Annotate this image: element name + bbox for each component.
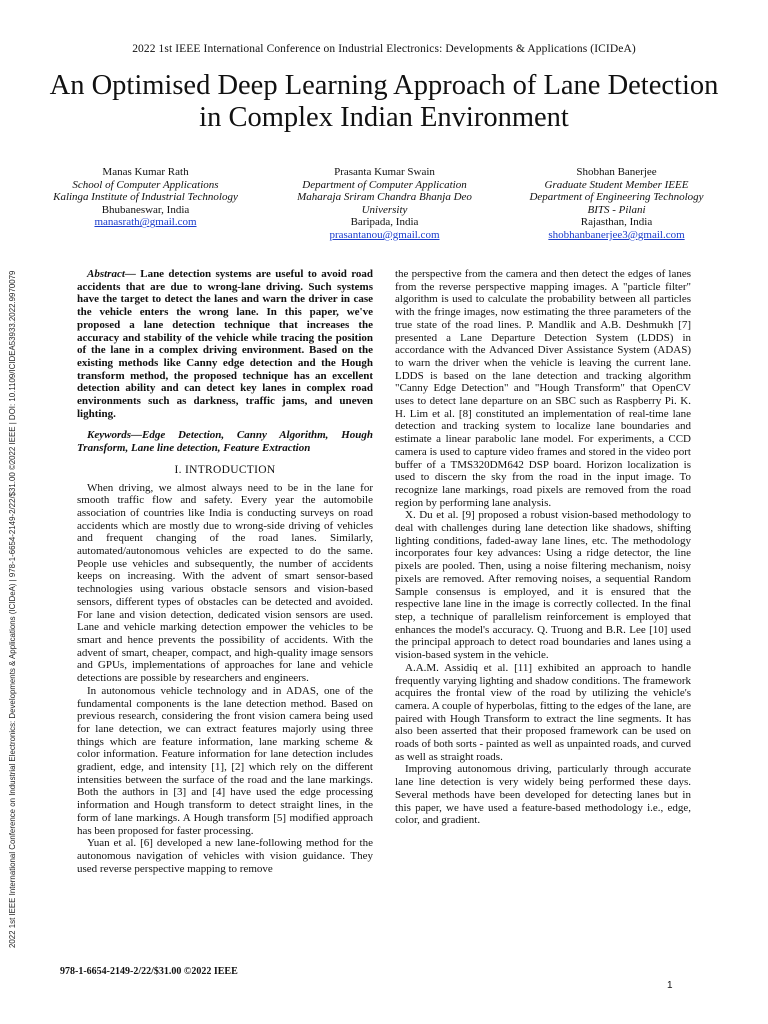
left-column: [77, 268, 373, 875]
copyright-footer: 978-1-6654-2149-2/22/$31.00 ©2022 IEEE: [60, 966, 238, 977]
author-location: Rajasthan, India: [580, 216, 653, 229]
paragraph: Improving autonomous driving, particularly through accurate lane line detection is very widely being performed these days. Several methods have been developed for detecting lanes but in this paper, we have used a feature-based methodology i.e., edge, color, and gradient.: [395, 763, 691, 827]
right-column: [395, 268, 691, 827]
author-email-link[interactable]: manasrath@gmail.com: [94, 216, 197, 229]
paragraph: the perspective from the camera and then detect the edges of lanes from the reverse perspective mapping images. A "particle filter" algorithm is used to calculate the probability between all particles with the fringe images, now estimating the three parameters of the true state of the road lines. P. Mandlik and A.B. Deshmukh [7] presented a Lane Departure Detection System (LDDS) in accordance with the Advanced Diver Assistance System (ADAS) to warn the driver when the vehicle is leaving the current lane. LDDS is based on the lane detection and tracking algorithm "Canny Edge Detection" and "Hough Transform" that OpenCV uses to detect lane departure on an SBC such as Raspberry Pi. K. H. Lim et al. [8] constituted an implementation of real-time lane detection and tracking system to localize lane boundaries and estimate a linear parabolic lane model. For experiments, a CCD camera is used to capture video frames and stored in the video port buffer of a TMS320DM642 DSP board. Horizon localization is used to discern the sky from the road in the input image. To recognize lane markings, road pixels are removed from the road region by performing lane analysis.: [395, 268, 691, 509]
author-institution: Maharaja Sriram Chandra Bhanja Deo University: [297, 191, 472, 216]
author-location: Baripada, India: [350, 216, 419, 229]
conference-header: 2022 1st IEEE International Conference on Industrial Electronics: Developments & Applications (ICIDeA): [132, 43, 636, 55]
author-institution: BITS - Pilani: [587, 203, 646, 216]
author-affiliation: Graduate Student Member IEEE: [544, 178, 689, 191]
author-affiliation: Department of Computer Application: [302, 178, 467, 191]
keywords-text: Edge Detection, Canny Algorithm, Hough Transform, Lane line detection, Feature Extraction: [77, 429, 373, 455]
author-name: Prasanta Kumar Swain: [334, 166, 435, 178]
author-affiliation: School of Computer Applications: [72, 178, 219, 191]
author-name: Shobhan Banerjee: [576, 166, 657, 178]
author-block-3: [509, 166, 724, 242]
abstract: [77, 268, 373, 420]
abstract-text: Lane detection systems are useful to avoid road accidents that are due to wrong-lane driving. Such systems have the target to detect the lanes and warn the driver in case the vehicle enters the wrong lane. In this paper, we've proposed a lane detection technique that increases the accuracy and stability of the vehicle while tracing the position of the lane in a complex driving environment. Based on the existing methods like Canny edge detection and the Hough transform method, the proposed technique has an excellent detection ability and can detect key lanes in complex road environments such as darkness, traffic jams, and uneven lighting.: [77, 268, 373, 420]
paragraph: X. Du et al. [9] proposed a robust vision-based methodology to deal with challenges during lane detection like shadows, shifting lighting conditions, faded-away lane lines, etc. The methodology incorporates four key advances: Using a ridge detector, the line pixels are pooled. Then, using a noise filtering mechanism, noisy pixels are removed. After removing noises, a sequential Random Sample consensus is employed, and it is ensured that the respective lane line in the image is correctly collected. In the final step, a technique of parallelism reinforcement is employed that enhances the model's accuracy. Q. Truong and B.R. Lee [10] used the principal approach to detect road boundaries and lanes using a vision-based system in the vehicle.: [395, 509, 691, 662]
author-department: Department of Engineering Technology: [529, 191, 704, 204]
abstract-label: Abstract—: [87, 268, 136, 280]
paragraph: A.A.M. Assidiq et al. [11] exhibited an approach to handle frequently varying lighting and shadow conditions. The framework acquires the frontal view of the road by utilizing the vehicle's camera. A couple of hyperbolas, fitting to the edges of the lane, are paired with Hough Transform to extract the line segments. It has also been asserted that their proposed framework can be used on roads of both sorts - painted as well as unpainted roads, and curved as well as straight roads.: [395, 661, 691, 763]
author-institution: Kalinga Institute of Industrial Technology: [53, 191, 238, 204]
author-email-link[interactable]: prasantanou@gmail.com: [329, 228, 440, 241]
author-name: Manas Kumar Rath: [102, 166, 189, 178]
paragraph: When driving, we almost always need to be in the lane for smooth traffic flow and safety. Every year the automobile association of countries like India is conducting surveys on road accidents which are mostly due to wrong-side driving of vehicles and frequent changing of the road lanes. Similarly, automated/autonomous vehicles are expected to do the same. People use vehicles and subsequently, the number of accidents keeps on increasing. With the advent of smart sensor-based technologies using various obstacle sensors and vision-based sensors, different types of obstacles can be detected and avoided. For lane and vision detection, dedicated vision sensors are used. Lane and vehicle marking detection empower the vehicles to be smart and hence prevents the possibility of accidents. With the advent of smart, cheaper, compact, and high-quality image sensors and GPUs, implementations of approaches for lane and vehicle detections are possible by researchers and engineers.: [77, 481, 373, 685]
author-email-link[interactable]: shobhanbanerjee3@gmail.com: [548, 228, 685, 241]
paragraph: Yuan et al. [6] developed a new lane-following method for the autonomous navigation of vehicles with vision guidance. They used reverse perspective mapping to remove: [77, 837, 373, 875]
author-location: Bhubaneswar, India: [101, 203, 190, 216]
author-block-1: [38, 166, 253, 229]
author-block-2: [277, 166, 492, 242]
keywords: [77, 429, 373, 454]
keywords-label: Keywords—: [87, 429, 142, 442]
sidebar-citation-text: 2022 1st IEEE International Conference on Industrial Electronics: Developments & Applications (ICIDeA) | 978-1-6654-2149-2/22/$31.00 ©2022 IEEE | DOI: 10.1109/ICIDEA53933.2022.9970079: [8, 270, 17, 948]
page-number: 1: [667, 980, 673, 991]
section-heading-introduction: I. INTRODUCTION: [174, 463, 276, 476]
paragraph: In autonomous vehicle technology and in ADAS, one of the fundamental components is the lane detection method. Based on previous research, considering the front vision camera being used for lane detection, we can extract features majorly using three things which are feature information, lane marking scheme & color information. Feature information for lane detection includes gradient, edge, and intensity [1], [2] which rely on the different intensities between the surface of the road and the lane markings. Both the authors in [3] and [4] have used the edge processing information and Hough transform to detect straight lines, in the form of lane markings. A Hough transform [5] modified approach has been proposed for faster processing.: [77, 684, 373, 837]
paper-title: An Optimised Deep Learning Approach of Lane Detection in Complex Indian Environment: [49, 70, 719, 133]
